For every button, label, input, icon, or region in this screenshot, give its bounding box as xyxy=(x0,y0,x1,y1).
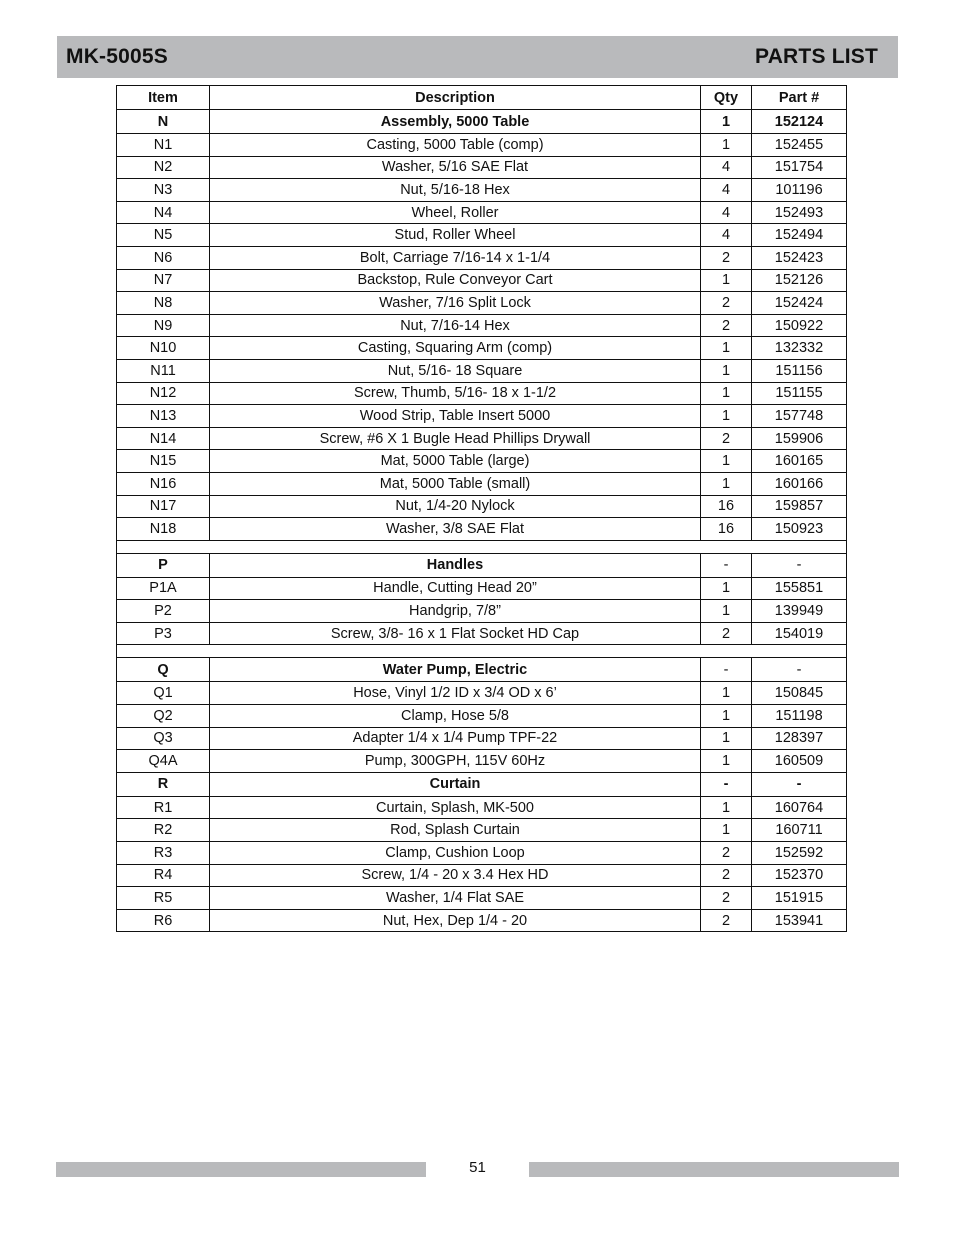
item-cell: Q4A xyxy=(117,750,210,773)
part-number-cell: 151155 xyxy=(752,382,847,405)
description-cell: Washer, 3/8 SAE Flat xyxy=(210,518,701,541)
qty-cell: 2 xyxy=(701,622,752,645)
qty-cell: 2 xyxy=(701,842,752,865)
table-group-row xyxy=(117,658,847,682)
description-cell: Nut, 5/16- 18 Square xyxy=(210,359,701,382)
qty-cell: 1 xyxy=(701,337,752,360)
part-number-cell: 151156 xyxy=(752,359,847,382)
part-number-cell: 152455 xyxy=(752,134,847,157)
part-number-cell: 159857 xyxy=(752,495,847,518)
part-number-cell: 159906 xyxy=(752,427,847,450)
description-cell: Mat, 5000 Table (small) xyxy=(210,472,701,495)
item-cell: R5 xyxy=(117,887,210,910)
table-row xyxy=(117,427,847,450)
qty-cell: 1 xyxy=(701,682,752,705)
qty-cell: 1 xyxy=(701,727,752,750)
footer-bar-left xyxy=(56,1162,426,1177)
part-number-cell: 150923 xyxy=(752,518,847,541)
part-number-cell: 154019 xyxy=(752,622,847,645)
qty-cell: 1 xyxy=(701,269,752,292)
table-group-row xyxy=(117,553,847,577)
part-number-cell: 157748 xyxy=(752,405,847,428)
description-cell: Water Pump, Electric xyxy=(210,658,701,682)
item-cell: N1 xyxy=(117,134,210,157)
part-number-cell: 152126 xyxy=(752,269,847,292)
part-number-cell: 160166 xyxy=(752,472,847,495)
table-row xyxy=(117,682,847,705)
item-cell: N15 xyxy=(117,450,210,473)
description-cell: Backstop, Rule Conveyor Cart xyxy=(210,269,701,292)
qty-cell: 1 xyxy=(701,819,752,842)
table-group-row xyxy=(117,772,847,796)
part-number-cell: 128397 xyxy=(752,727,847,750)
table-group-row xyxy=(117,110,847,134)
item-cell: N11 xyxy=(117,359,210,382)
description-cell: Clamp, Cushion Loop xyxy=(210,842,701,865)
part-number-cell: 160764 xyxy=(752,796,847,819)
part-number-cell: - xyxy=(752,553,847,577)
qty-cell: 4 xyxy=(701,224,752,247)
part-number-cell: 132332 xyxy=(752,337,847,360)
qty-cell: 1 xyxy=(701,450,752,473)
column-header-description: Description xyxy=(210,86,701,110)
parts-table xyxy=(116,85,847,932)
part-number-cell: 139949 xyxy=(752,600,847,623)
table-row xyxy=(117,405,847,428)
part-number-cell: 152423 xyxy=(752,246,847,269)
table-row xyxy=(117,359,847,382)
description-cell: Curtain, Splash, MK-500 xyxy=(210,796,701,819)
item-cell: N6 xyxy=(117,246,210,269)
part-number-cell: - xyxy=(752,658,847,682)
item-cell: Q1 xyxy=(117,682,210,705)
table-row xyxy=(117,909,847,932)
table-row xyxy=(117,577,847,600)
table-row xyxy=(117,224,847,247)
item-cell: R6 xyxy=(117,909,210,932)
description-cell: Handle, Cutting Head 20” xyxy=(210,577,701,600)
model-name: MK-5005S xyxy=(66,45,168,68)
qty-cell: 1 xyxy=(701,796,752,819)
item-cell: R2 xyxy=(117,819,210,842)
description-cell: Wood Strip, Table Insert 5000 xyxy=(210,405,701,428)
item-cell: N13 xyxy=(117,405,210,428)
item-cell: N16 xyxy=(117,472,210,495)
item-cell: N7 xyxy=(117,269,210,292)
table-row xyxy=(117,842,847,865)
table-row xyxy=(117,269,847,292)
parts-table-body xyxy=(117,110,847,932)
qty-cell: 2 xyxy=(701,909,752,932)
table-row xyxy=(117,864,847,887)
description-cell: Wheel, Roller xyxy=(210,201,701,224)
column-header-item: Item xyxy=(117,86,210,110)
item-cell: R4 xyxy=(117,864,210,887)
page-number: 51 xyxy=(469,1159,486,1176)
table-row xyxy=(117,337,847,360)
qty-cell: 2 xyxy=(701,887,752,910)
qty-cell: 1 xyxy=(701,472,752,495)
item-cell: N18 xyxy=(117,518,210,541)
item-cell: N17 xyxy=(117,495,210,518)
qty-cell: 16 xyxy=(701,518,752,541)
table-row xyxy=(117,246,847,269)
page-header xyxy=(57,36,898,78)
table-row xyxy=(117,495,847,518)
table-row xyxy=(117,450,847,473)
item-cell: P xyxy=(117,553,210,577)
table-spacer-row xyxy=(117,540,847,553)
table-row xyxy=(117,134,847,157)
part-number-cell: 160711 xyxy=(752,819,847,842)
description-cell: Assembly, 5000 Table xyxy=(210,110,701,134)
part-number-cell: 150845 xyxy=(752,682,847,705)
table-row xyxy=(117,382,847,405)
table-row xyxy=(117,727,847,750)
qty-cell: 1 xyxy=(701,359,752,382)
description-cell: Handgrip, 7/8” xyxy=(210,600,701,623)
qty-cell: 4 xyxy=(701,201,752,224)
description-cell: Curtain xyxy=(210,772,701,796)
item-cell: N14 xyxy=(117,427,210,450)
item-cell: N12 xyxy=(117,382,210,405)
table-row xyxy=(117,819,847,842)
description-cell: Nut, 5/16-18 Hex xyxy=(210,179,701,202)
item-cell: Q xyxy=(117,658,210,682)
description-cell: Screw, 3/8- 16 x 1 Flat Socket HD Cap xyxy=(210,622,701,645)
table-row xyxy=(117,156,847,179)
page-title: PARTS LIST xyxy=(755,45,878,68)
table-row xyxy=(117,750,847,773)
qty-cell: 4 xyxy=(701,179,752,202)
qty-cell: - xyxy=(701,553,752,577)
item-cell: P2 xyxy=(117,600,210,623)
qty-cell: 1 xyxy=(701,600,752,623)
item-cell: P3 xyxy=(117,622,210,645)
part-number-cell: 152424 xyxy=(752,292,847,315)
part-number-cell: 150922 xyxy=(752,314,847,337)
qty-cell: 1 xyxy=(701,405,752,428)
qty-cell: 4 xyxy=(701,156,752,179)
qty-cell: 1 xyxy=(701,134,752,157)
description-cell: Screw, Thumb, 5/16- 18 x 1-1/2 xyxy=(210,382,701,405)
description-cell: Washer, 1/4 Flat SAE xyxy=(210,887,701,910)
table-row xyxy=(117,705,847,728)
column-header-qty: Qty xyxy=(701,86,752,110)
spacer-cell xyxy=(117,645,847,658)
part-number-cell: 153941 xyxy=(752,909,847,932)
description-cell: Stud, Roller Wheel xyxy=(210,224,701,247)
part-number-cell: 152124 xyxy=(752,110,847,134)
qty-cell: 2 xyxy=(701,864,752,887)
description-cell: Screw, 1/4 - 20 x 3.4 Hex HD xyxy=(210,864,701,887)
part-number-cell: 160509 xyxy=(752,750,847,773)
table-row xyxy=(117,518,847,541)
qty-cell: 1 xyxy=(701,750,752,773)
item-cell: R1 xyxy=(117,796,210,819)
part-number-cell: - xyxy=(752,772,847,796)
qty-cell: 1 xyxy=(701,577,752,600)
description-cell: Bolt, Carriage 7/16-14 x 1-1/4 xyxy=(210,246,701,269)
table-spacer-row xyxy=(117,645,847,658)
part-number-cell: 152493 xyxy=(752,201,847,224)
item-cell: Q2 xyxy=(117,705,210,728)
item-cell: P1A xyxy=(117,577,210,600)
footer-bar-right xyxy=(529,1162,899,1177)
item-cell: N10 xyxy=(117,337,210,360)
qty-cell: 2 xyxy=(701,246,752,269)
part-number-cell: 152370 xyxy=(752,864,847,887)
table-row xyxy=(117,201,847,224)
qty-cell: 2 xyxy=(701,427,752,450)
item-cell: N xyxy=(117,110,210,134)
part-number-cell: 101196 xyxy=(752,179,847,202)
description-cell: Mat, 5000 Table (large) xyxy=(210,450,701,473)
item-cell: N5 xyxy=(117,224,210,247)
description-cell: Washer, 7/16 Split Lock xyxy=(210,292,701,315)
table-row xyxy=(117,796,847,819)
description-cell: Nut, 7/16-14 Hex xyxy=(210,314,701,337)
table-header-row xyxy=(117,86,847,110)
item-cell: N8 xyxy=(117,292,210,315)
description-cell: Pump, 300GPH, 115V 60Hz xyxy=(210,750,701,773)
description-cell: Adapter 1/4 x 1/4 Pump TPF-22 xyxy=(210,727,701,750)
table-row xyxy=(117,292,847,315)
qty-cell: 16 xyxy=(701,495,752,518)
part-number-cell: 152592 xyxy=(752,842,847,865)
part-number-cell: 151198 xyxy=(752,705,847,728)
description-cell: Handles xyxy=(210,553,701,577)
table-row xyxy=(117,472,847,495)
part-number-cell: 155851 xyxy=(752,577,847,600)
description-cell: Washer, 5/16 SAE Flat xyxy=(210,156,701,179)
table-row xyxy=(117,622,847,645)
description-cell: Clamp, Hose 5/8 xyxy=(210,705,701,728)
item-cell: N9 xyxy=(117,314,210,337)
description-cell: Rod, Splash Curtain xyxy=(210,819,701,842)
description-cell: Screw, #6 X 1 Bugle Head Phillips Drywall xyxy=(210,427,701,450)
item-cell: R xyxy=(117,772,210,796)
part-number-cell: 160165 xyxy=(752,450,847,473)
item-cell: Q3 xyxy=(117,727,210,750)
description-cell: Nut, Hex, Dep 1/4 - 20 xyxy=(210,909,701,932)
qty-cell: - xyxy=(701,658,752,682)
part-number-cell: 152494 xyxy=(752,224,847,247)
part-number-cell: 151754 xyxy=(752,156,847,179)
part-number-cell: 151915 xyxy=(752,887,847,910)
description-cell: Nut, 1/4-20 Nylock xyxy=(210,495,701,518)
spacer-cell xyxy=(117,540,847,553)
qty-cell: 1 xyxy=(701,705,752,728)
description-cell: Hose, Vinyl 1/2 ID x 3/4 OD x 6’ xyxy=(210,682,701,705)
item-cell: R3 xyxy=(117,842,210,865)
qty-cell: 1 xyxy=(701,382,752,405)
table-row xyxy=(117,179,847,202)
qty-cell: 1 xyxy=(701,110,752,134)
item-cell: N4 xyxy=(117,201,210,224)
table-row xyxy=(117,600,847,623)
description-cell: Casting, Squaring Arm (comp) xyxy=(210,337,701,360)
item-cell: N2 xyxy=(117,156,210,179)
table-row xyxy=(117,314,847,337)
qty-cell: 2 xyxy=(701,292,752,315)
qty-cell: 2 xyxy=(701,314,752,337)
item-cell: N3 xyxy=(117,179,210,202)
column-header-part-number: Part # xyxy=(752,86,847,110)
table-row xyxy=(117,887,847,910)
description-cell: Casting, 5000 Table (comp) xyxy=(210,134,701,157)
qty-cell: - xyxy=(701,772,752,796)
